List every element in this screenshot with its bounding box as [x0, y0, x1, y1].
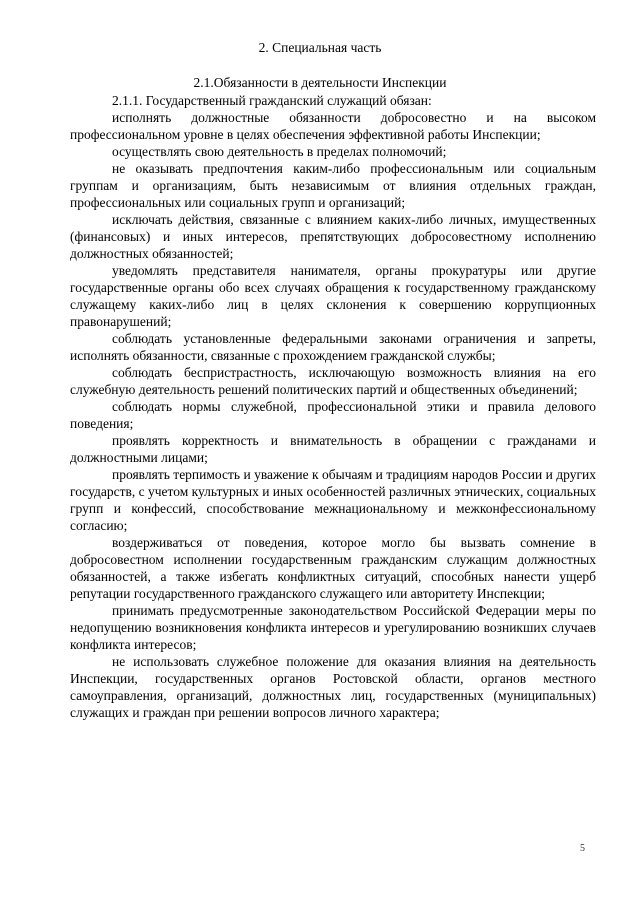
subsection-title: 2.1.Обязанности в деятельности Инспекции [193, 75, 447, 90]
duty-paragraph: исполнять должностные обязанности добросовестно и на высоком профессиональном уровне в целях обеспечения эффективной работы Инспекции; [70, 110, 596, 142]
duty-paragraph: уведомлять представителя нанимателя, органы прокуратуры или другие государственные органы обо всех случаях обращения к государственному гражданскому служащему каких-либо лиц в целях склонения к совершению коррупционных правонарушений; [70, 263, 596, 329]
duty-paragraph: осуществлять свою деятельность в пределах полномочий; [112, 144, 447, 159]
section-title: 2. Специальная часть [258, 40, 382, 55]
duty-paragraph: воздерживаться от поведения, которое могло бы вызвать сомнение в добросовестном исполнении государственным гражданским служащим должностных обязанностей, а также избегать конфликтных ситуаций, способных нанести ущерб репутации государственного гражданского служащего или авторитету Инспекции; [70, 535, 596, 601]
document-body [70, 92, 596, 721]
duty-paragraph: не оказывать предпочтения каким-либо профессиональным или социальным группам и организациям, быть независимым от влияния отдельных граждан, профессиональных или социальных групп и организаций; [70, 161, 596, 210]
duty-paragraph: принимать предусмотренные законодательством Российской Федерации меры по недопущению возникновения конфликта интересов и урегулированию возникших случаев конфликта интересов; [70, 603, 596, 652]
duty-paragraph: не использовать служебное положение для оказания влияния на деятельность Инспекции, государственных органов Ростовской области, органов местного самоуправления, организаций, должностных лиц, государственных (муниципальных) служащих и граждан при решении вопросов личного характера; [70, 654, 596, 720]
clause-heading: 2.1.1. Государственный гражданский служащий обязан: [112, 93, 432, 108]
page-number: 5 [580, 843, 585, 854]
duty-paragraph: соблюдать установленные федеральными законами ограничения и запреты, исполнять обязанности, связанные с прохождением гражданской службы; [70, 331, 596, 363]
duty-paragraph: соблюдать беспристрастность, исключающую возможность влияния на его служебную деятельность решений политических партий и общественных объединений; [70, 365, 596, 397]
duty-paragraph: соблюдать нормы служебной, профессиональной этики и правила делового поведения; [70, 399, 596, 431]
duty-paragraph: проявлять терпимость и уважение к обычаям и традициям народов России и других государств, с учетом культурных и иных особенностей различных этнических, социальных групп и конфессий, способствование межнациональному и межконфессиональному согласию; [70, 467, 596, 533]
duty-paragraph: исключать действия, связанные с влиянием каких-либо личных, имущественных (финансовых) и иных интересов, препятствующих добросовестному исполнению должностных обязанностей; [70, 212, 596, 261]
duty-paragraph: проявлять корректность и внимательность в обращении с гражданами и должностными лицами; [70, 433, 596, 465]
